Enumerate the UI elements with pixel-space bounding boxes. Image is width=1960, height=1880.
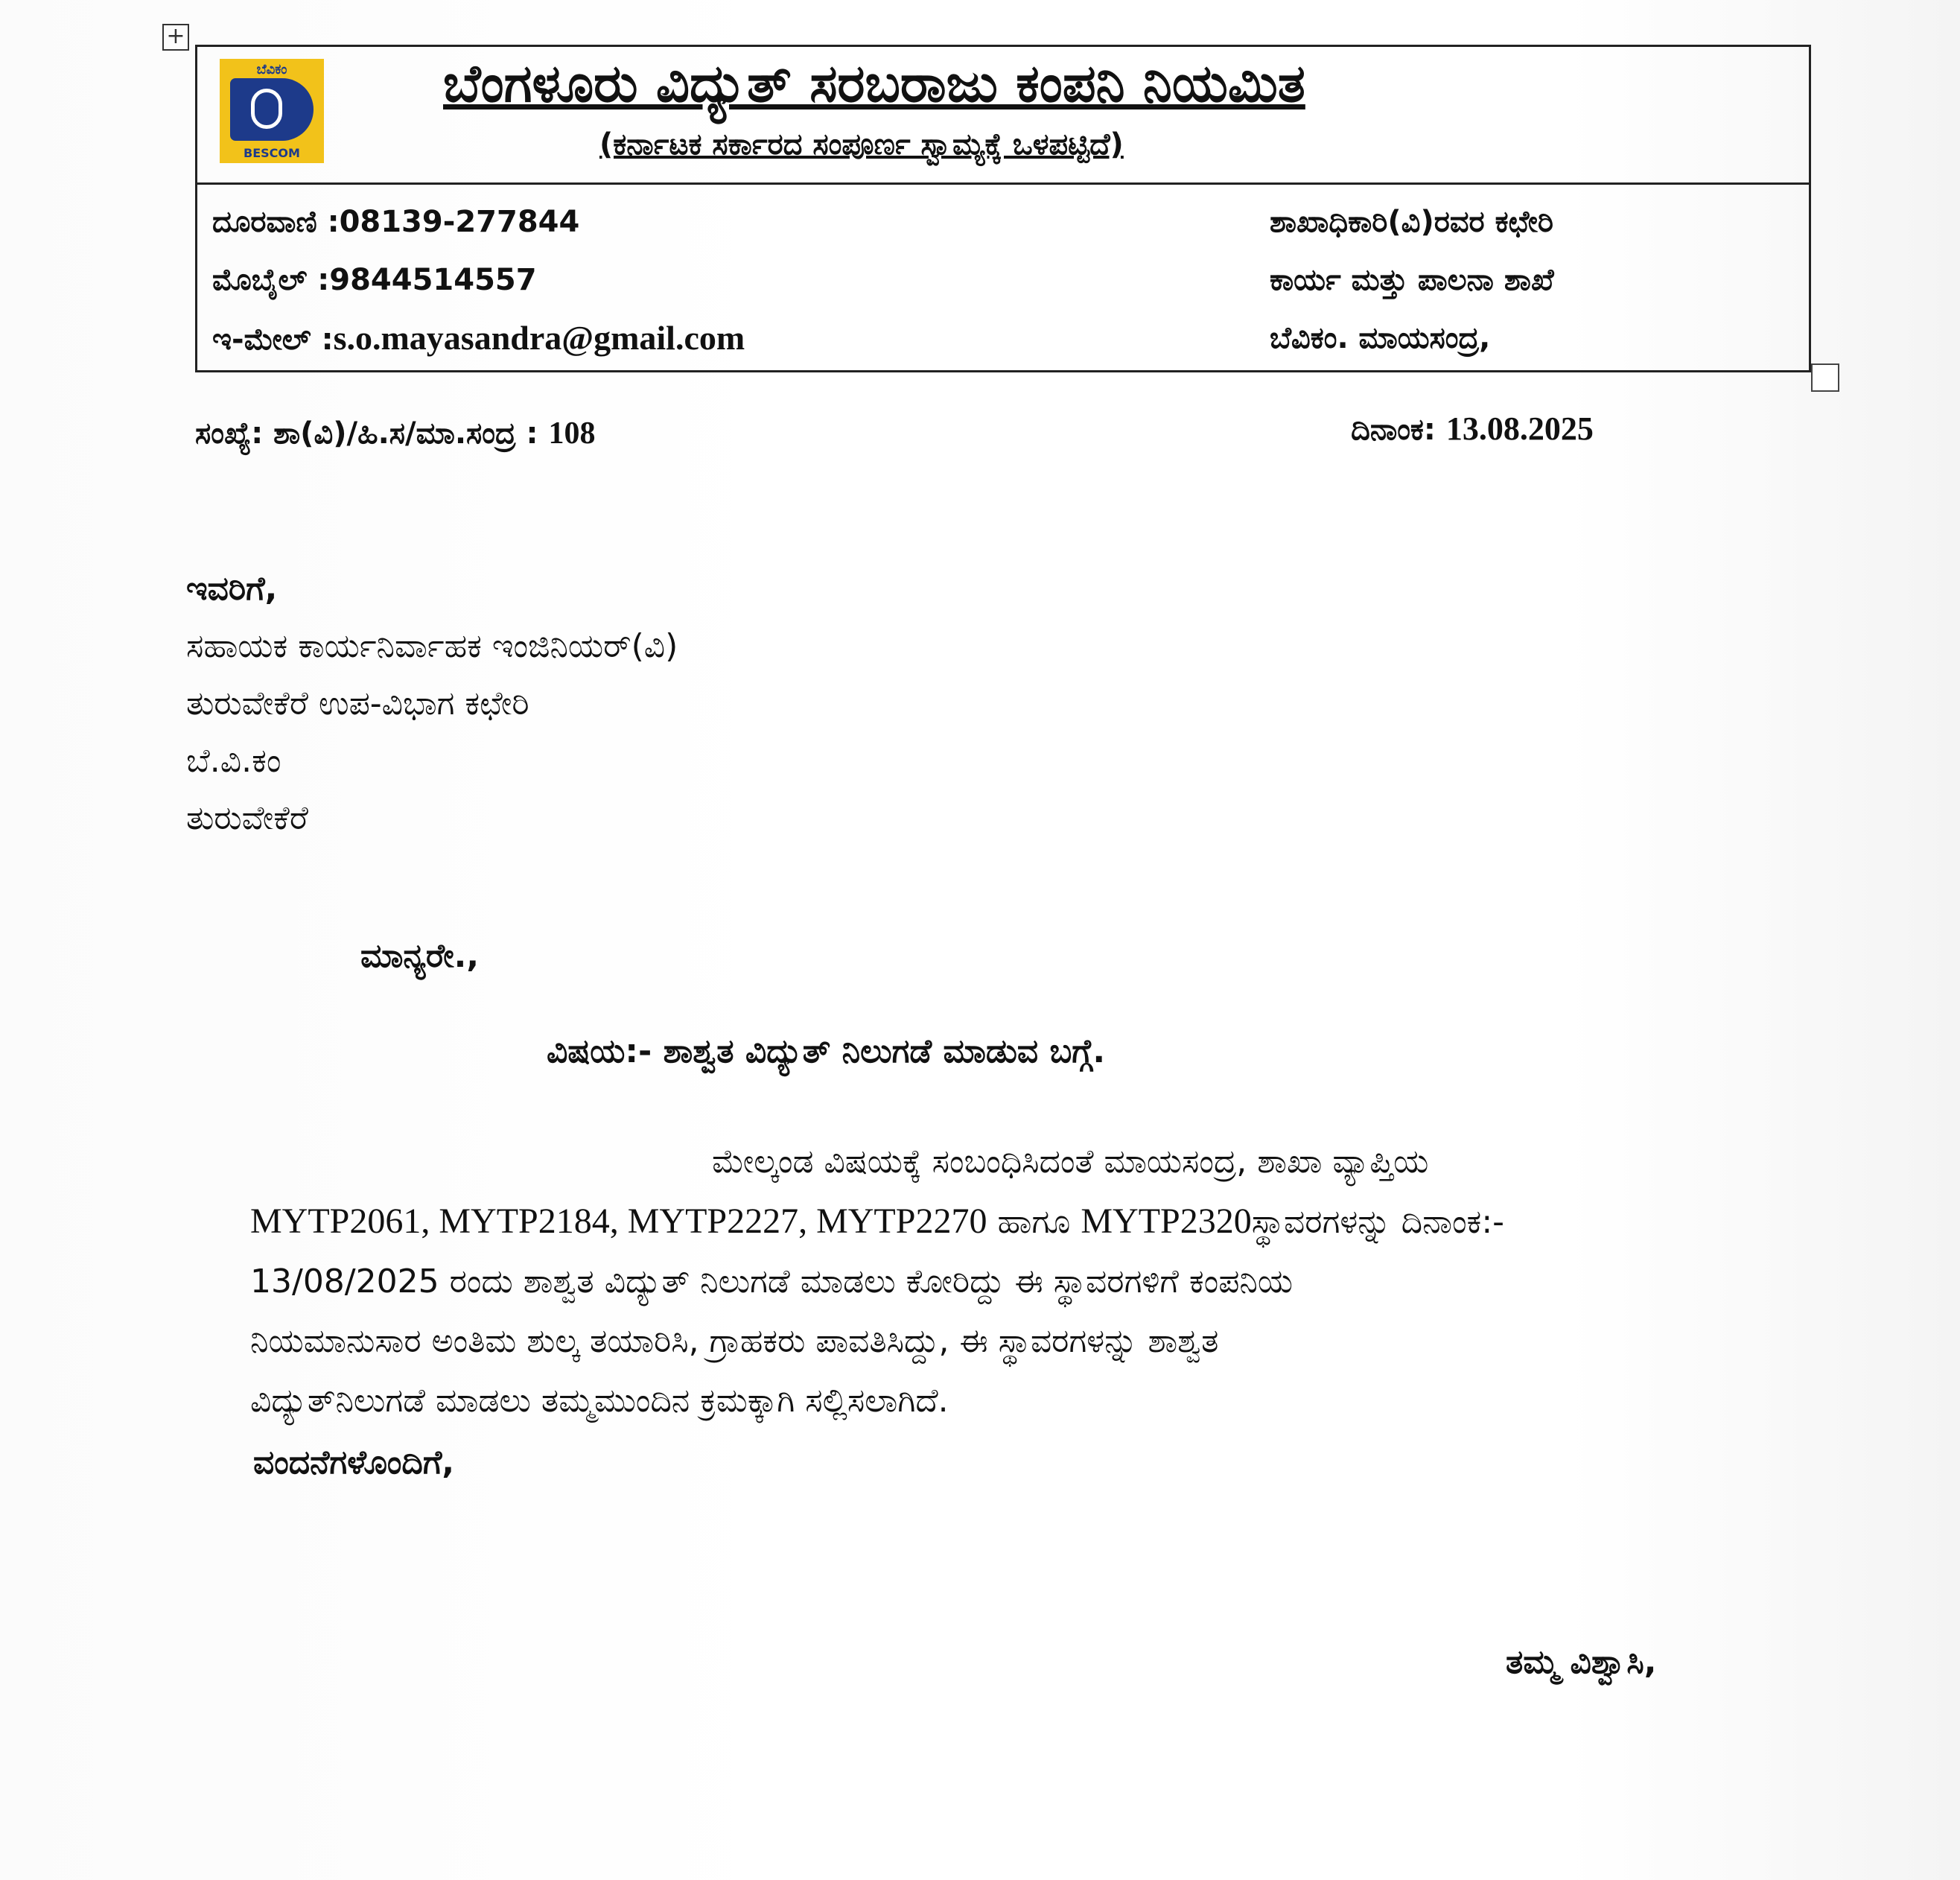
body-line-5: ವಿದ್ಯುತ್‌ನಿಲುಗಡೆ ಮಾಡಲು ತಮ್ಮಮುಂದಿನ ಕ್ರಮಕ್ಕಾಗಿ ಸಲ್ಲಿಸಲಾಗಿದೆ. [250,1382,949,1420]
office-line-3: ಬೆವಿಕಂ. ಮಾಯಸಂದ್ರ, [1270,321,1491,355]
office-line-2: ಕಾರ್ಯ ಮತ್ತು ಪಾಲನಾ ಶಾಖೆ [1270,263,1554,297]
phone-label: ದೂರವಾಣಿ : [212,205,340,239]
body-date: 13/08/2025 [250,1263,439,1301]
letterhead [195,45,1811,372]
address-line-4: ತುರುವೇಕೆರೆ [186,799,308,837]
recipient-address [186,560,1080,847]
logo-top-text: ಬೆವಿಕಂ [256,62,287,77]
address-line-1: ಸಹಾಯಕ ಕಾರ್ಯನಿರ್ವಾಹಕ ಇಂಜಿನಿಯರ್(ವಿ) [186,627,678,665]
logo-b-counter-icon [251,89,282,129]
body-line-3 [250,1252,1793,1312]
company-name: ಬೆಂಗಳೂರು ವಿದ್ಯುತ್ ಸರಬರಾಜು ಕಂಪನಿ ನಿಯಮಿತ [443,53,1305,114]
bescom-logo [220,59,324,163]
reference-number [195,416,1014,451]
installation-ids: MYTP2061, MYTP2184, MYTP2227, MYTP2270 [250,1201,987,1241]
date-label: ದಿನಾಂಕ: [1351,413,1436,447]
mobile-row [212,251,1106,309]
body-line-1: ಮೇಲ್ಕಂಡ ವಿಷಯಕ್ಕೆ ಸಂಬಂಧಿಸಿದಂತೆ ಮಾಯಸಂದ್ರ, ಶಾಖಾ ವ್ಯಾಪ್ತಿಯ [712,1143,1429,1181]
address-line-2: ತುರುವೇಕೆರೆ ಉಪ-ವಿಭಾಗ ಕಛೇರಿ [186,685,529,723]
address-line-3: ಬೆ.ವಿ.ಕಂ [186,742,281,780]
email-row [212,309,1106,367]
installation-id-last: MYTP2320 [1081,1201,1252,1241]
subject-line: ವಿಷಯ:- ಶಾಶ್ವತ ವಿದ್ಯುತ್ ನಿಲುಗಡೆ ಮಾಡುವ ಬಗ್ಗೆ. [547,1032,1106,1070]
letter-date [1351,410,1723,448]
letter-body [250,1132,1793,1431]
email-value: s.o.mayasandra@gmail.com [333,319,745,357]
mobile-value: 9844514557 [329,263,537,297]
phone-row [212,193,1106,251]
mobile-label: ಮೊಬೈಲ್ : [212,263,330,297]
contact-details [212,193,1106,367]
reference-value: 108 [548,416,596,451]
salutation: ಮಾನ್ಯರೇ., [360,937,480,975]
body-line-2 [250,1192,1793,1252]
address-greeting: ಇವರಿಗೆ, [186,570,278,608]
phone-value: 08139-277844 [339,205,580,239]
table-resize-handle-icon[interactable] [1811,363,1839,392]
body-join-word: ಹಾಗೂ [997,1203,1071,1241]
header-divider [197,182,1809,185]
signoff-line: ತಮ್ಮ ವಿಶ್ವಾಸಿ, [1506,1643,1657,1681]
closing-line: ವಂದನೆಗಳೊಂದಿಗೆ, [253,1444,455,1482]
body-line-3-rest: ರಂದು ಶಾಶ್ವತ ವಿದ್ಯುತ್ ನಿಲುಗಡೆ ಮಾಡಲು ಕೋರಿದ್ದು ಈ ಸ್ಥಾವರಗಳಿಗೆ ಕಂಪನಿಯ [449,1263,1293,1301]
reference-label: ಸಂಖ್ಯೆ: ಶಾ(ವಿ)/ಹಿ.ಸ/ಮಾ.ಸಂದ್ರ : [195,416,538,451]
body-line-2-rest: ಸ್ಥಾವರಗಳನ್ನು ದಿನಾಂಕ:- [1251,1203,1505,1241]
email-label: ಇ-ಮೇಲ್ : [212,323,334,357]
logo-bottom-text: BESCOM [244,146,300,160]
table-move-handle-icon[interactable]: + [162,24,189,51]
office-line-1: ಶಾಖಾಧಿಕಾರಿ(ವಿ)ರವರ ಕಛೇರಿ [1270,205,1554,239]
date-value: 13.08.2025 [1445,410,1594,447]
body-line-4: ನಿಯಮಾನುಸಾರ ಅಂತಿಮ ಶುಲ್ಕ ತಯಾರಿಸಿ, ಗ್ರಾಹಕರು ಪಾವತಿಸಿದ್ದು, ಈ ಸ್ಥಾವರಗಳನ್ನು ಶಾಶ್ವತ [250,1322,1219,1360]
logo-b-mark-icon [230,78,314,141]
company-subtitle: (ಕರ್ನಾಟಕ ಸರ್ಕಾರದ ಸಂಪೂರ್ಣ ಸ್ವಾಮ್ಯಕ್ಕೆ ಒಳಪಟ್ಟಿದೆ) [599,127,1124,162]
office-details [1270,193,1791,367]
